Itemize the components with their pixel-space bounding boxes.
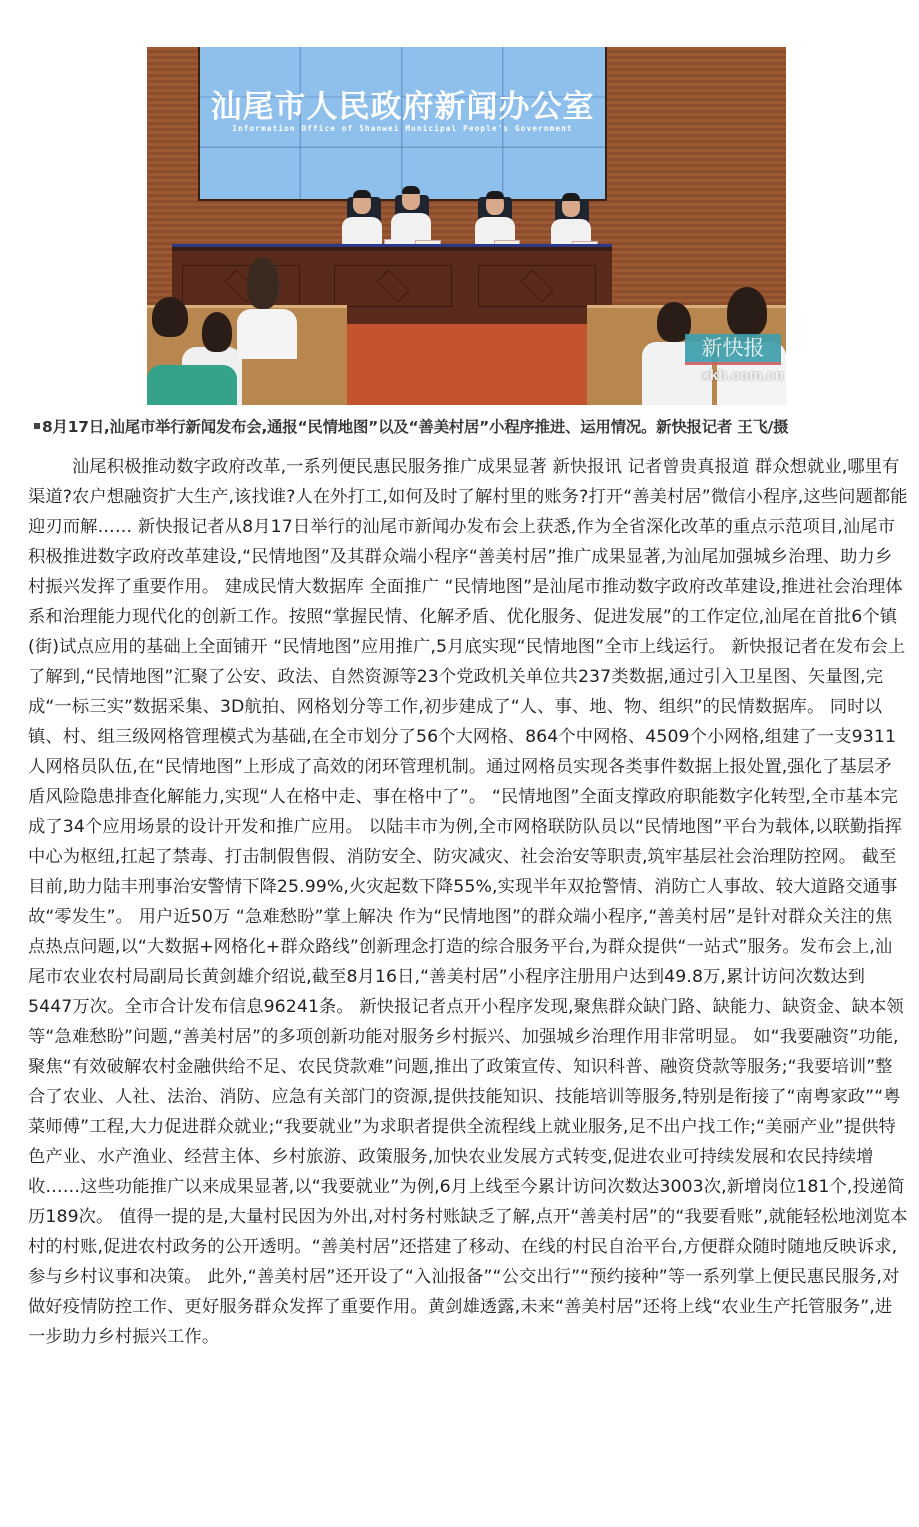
- xkb-url: xkb.com.cn: [701, 367, 784, 384]
- caption-text: 8月17日,汕尾市举行新闻发布会,通报“民情地图”以及“善美村居”小程序推进、运用情况。新快报记者 王飞/摄: [42, 418, 789, 436]
- square-bullet-icon: [34, 423, 40, 429]
- article-body: [28, 452, 908, 1352]
- screen-title: 汕尾市人民政府新闻办公室: [210, 89, 595, 125]
- photo-caption: [34, 415, 914, 437]
- article-paragraph: 汕尾积极推动数字政府改革,一系列便民惠民服务推广成果显著 新快报讯 记者曾贵真报道 群众想就业,哪里有渠道?农户想融资扩大生产,该找谁?人在外打工,如何及时了解村里的账务?打开“善美村居”微信小程序,这些问题都能迎刃而解…… 新快报记者从8月17日举行的汕尾市新闻办发布会上获悉,作为全省深化改革的重点示范项目,汕尾市积极推进数字政府改革建设,“民情地图”及其群众端小程序“善美村居”推广成果显著,为汕尾加强城乡治理、助力乡村振兴发挥了重要作用。 建成民情大数据库 全面推广 “民情地图”是汕尾市推动数字政府改革建设,推进社会治理体系和治理能力现代化的创新工作。按照“掌握民情、化解矛盾、优化服务、促进发展”的工作定位,汕尾在首批6个镇(街)试点应用的基础上全面铺开 “民情地图”应用推广,5月底实现“民情地图”全市上线运行。 新快报记者在发布会上了解到,“民情地图”汇聚了公安、政法、自然资源等23个党政机关单位共237类数据,通过引入卫星图、矢量图,完成“一标三实”数据采集、3D航拍、网格划分等工作,初步建成了“人、事、地、物、组织”的民情数据库。 同时以镇、村、组三级网格管理模式为基础,在全市划分了56个大网格、864个中网格、4509个小网格,组建了一支9311人网格员队伍,在“民情地图”上形成了高效的闭环管理机制。通过网格员实现各类事件数据上报处置,强化了基层矛盾风险隐患排查化解能力,实现“人在格中走、事在格中了”。 “民情地图”全面支撑政府职能数字化转型,全市基本完成了34个应用场景的设计开发和推广应用。 以陆丰市为例,全市网格联防队员以“民情地图”平台为载体,以联勤指挥中心为枢纽,扛起了禁毒、打击制假售假、消防安全、防灾减灾、社会治安等职责,筑牢基层社会治理防控网。 截至目前,助力陆丰刑事治安警情下降25.99%,火灾起数下降55%,实现半年双抢警情、消防亡人事故、较大道路交通事故“零发生”。 用户近50万 “急难愁盼”掌上解决 作为“民情地图”的群众端小程序,“善美村居”是针对群众关注的焦点热点问题,以“大数据+网格化+群众路线”创新理念打造的综合服务平台,为群众提供“一站式”服务。发布会上,汕尾市农业农村局副局长黄剑雄介绍说,截至8月16日,“善美村居”小程序注册用户达到49.8万,累计访问次数达到5447万次。全市合计发布信息96241条。 新快报记者点开小程序发现,聚焦群众缺门路、缺能力、缺资金、缺本领等“急难愁盼”问题,“善美村居”的多项创新功能对服务乡村振兴、加强城乡治理作用非常明显。 如“我要融资”功能,聚焦“有效破解农村金融供给不足、农民贷款难”问题,推出了政策宣传、知识科普、融资贷款等服务;“我要培训”整合了农业、人社、法治、消防、应急有关部门的资源,提供技能知识、技能培训等服务,特别是衔接了“南粤家政”“粤菜师傅”工程,大力促进群众就业;“我要就业”为求职者提供全流程线上就业服务,足不出户找工作;“美丽产业”提供特色产业、水产渔业、经营主体、乡村旅游、政策服务,加快农业发展方式转变,促进农业可持续发展和农民持续增收……这些功能推广以来成果显著,以“我要就业”为例,6月上线至今累计访问次数达3003次,新增岗位181个,投递简历189次。 值得一提的是,大量村民因为外出,对村务村账缺乏了解,点开“善美村居”的“我要看账”,就能轻松地浏览本村的村账,促进农村政务的公开透明。“善美村居”还搭建了移动、在线的村民自治平台,方便群众随时随地反映诉求,参与乡村议事和决策。 此外,“善美村居”还开设了“入汕报备”“公交出行”“预约接种”等一系列掌上便民惠民服务,对做好疫情防控工作、更好服务群众发挥了重要作用。黄剑雄透露,未来“善美村居”还将上线“农业生产托管服务”,进一步助力乡村振兴工作。: [28, 457, 908, 1347]
- led-screen: [198, 47, 607, 201]
- press-conference-photo: [147, 47, 786, 405]
- screen-subtitle: Information Office of Shanwei Municipal People's Government: [232, 124, 573, 133]
- xkb-logo: 新快报: [685, 334, 781, 365]
